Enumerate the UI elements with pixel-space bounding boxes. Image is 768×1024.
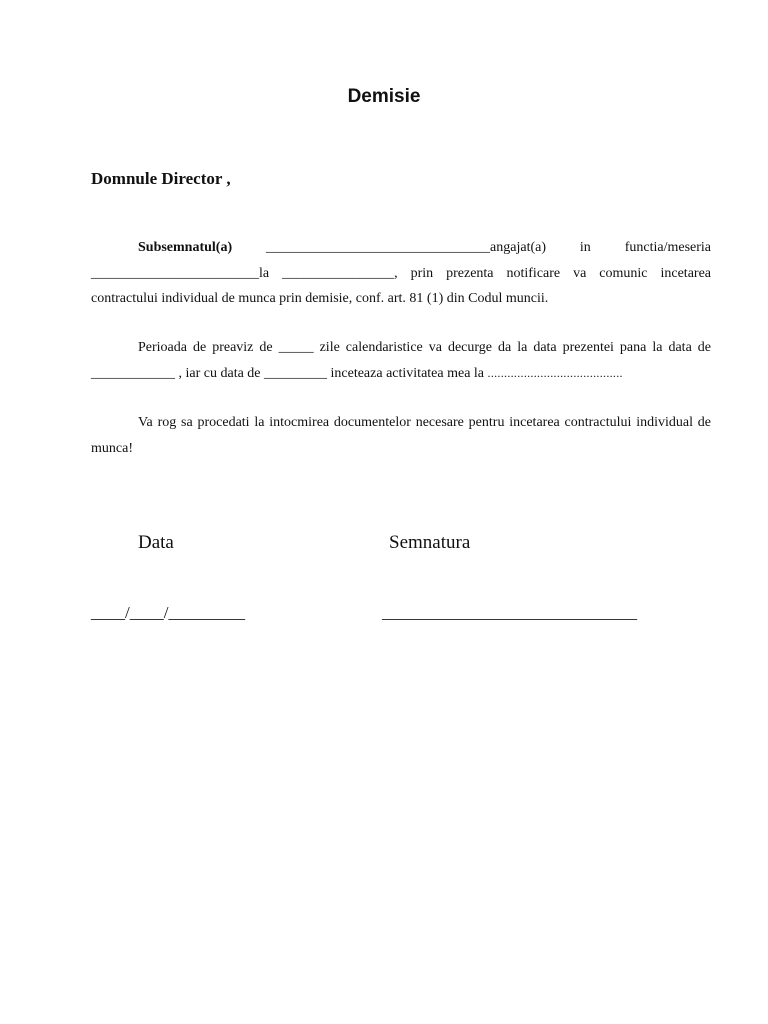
notification-text: , prin prezenta notificare va comunic incetarea contractului individual de munca prin demisie, conf. art. 81 (1) din Codul muncii. bbox=[91, 265, 711, 306]
notice-text: Perioada de preaviz de bbox=[138, 340, 279, 355]
employee-name-blank: ________________________________ bbox=[232, 240, 491, 255]
signature-label: Semnatura bbox=[389, 532, 471, 553]
employee-label: Subsemnatul(a) bbox=[138, 240, 233, 255]
salutation: Domnule Director , bbox=[91, 169, 231, 188]
cease-date-blank: _________ bbox=[264, 365, 328, 381]
from-date-text: , iar cu data de bbox=[175, 365, 265, 381]
position-blank: ________________________ bbox=[91, 265, 259, 281]
cease-text: inceteaza activitatea mea la bbox=[327, 365, 488, 381]
company-dots-blank: ......................................... bbox=[487, 365, 623, 380]
paragraph-notice-period bbox=[91, 335, 711, 386]
notice-period-text: zile calendaristice va decurge da la data prezentei pana la data de bbox=[313, 340, 711, 355]
document-title: Demisie bbox=[347, 86, 421, 107]
end-date-blank: ____________ bbox=[91, 365, 175, 381]
date-label: Data bbox=[138, 532, 174, 553]
employer-text: la bbox=[259, 265, 283, 281]
signature-line-blank: ______________________________ bbox=[382, 603, 637, 622]
paragraph-employee-info bbox=[91, 235, 711, 312]
notice-days-blank: _____ bbox=[278, 340, 314, 355]
date-line-blank: ____/____/_________ bbox=[91, 603, 245, 622]
request-text: Va rog sa procedati la intocmirea documentelor necesare pentru incetarea contractului individual de munca! bbox=[91, 415, 711, 456]
paragraph-request bbox=[91, 410, 711, 461]
position-text: angajat(a) in functia/meseria bbox=[490, 240, 711, 255]
employer-blank: ________________ bbox=[282, 265, 395, 281]
